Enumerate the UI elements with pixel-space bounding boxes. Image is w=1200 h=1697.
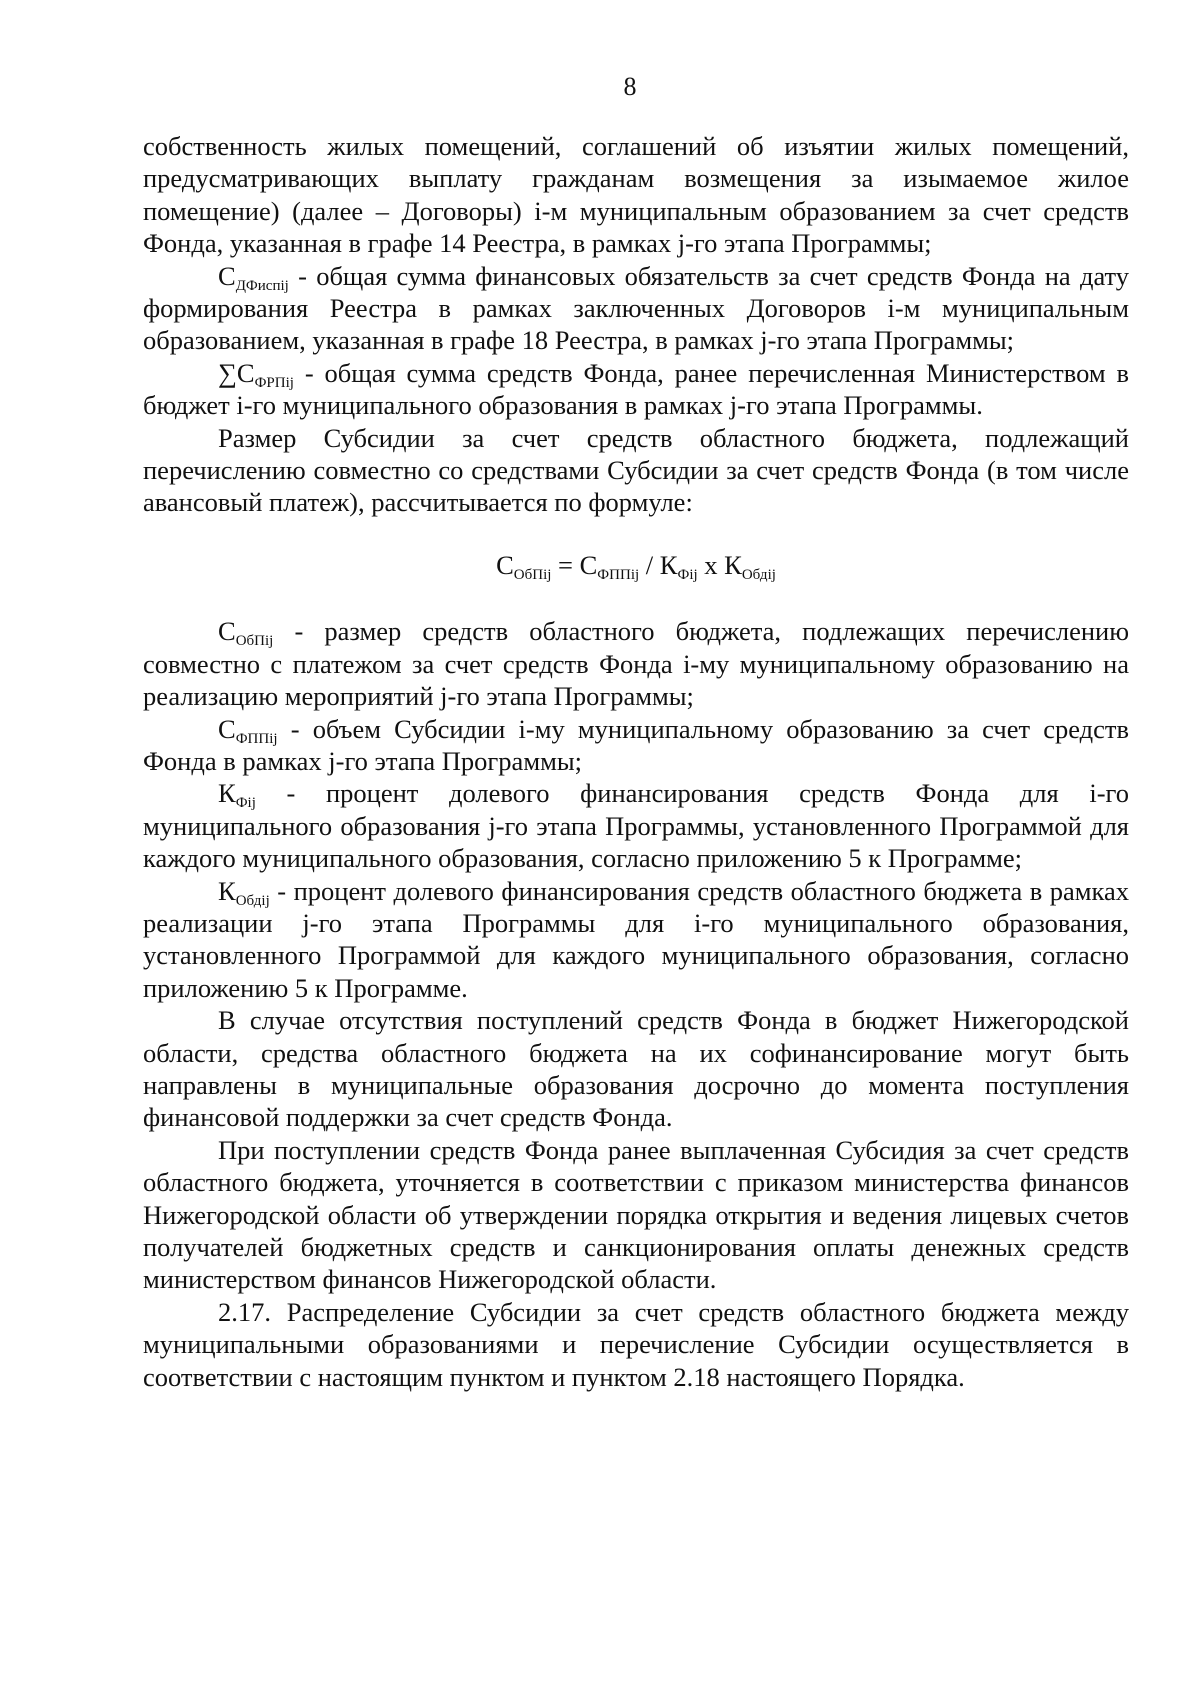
page-number: 8 [623, 72, 637, 101]
definition-k-obd [143, 875, 1129, 1005]
definition-text: - процент долевого финансирования средств областного бюджета в рамках реализации j-го этапа Программы для i-го муниципального образования, установленного Программой для каждого муниципального образования, согласно приложению 5 к Программе. [143, 875, 1129, 1003]
symbol-c-obp: $С_{ОбПij}$ [218, 616, 274, 650]
definition-text: - общая сумма финансовых обязательств за счет средств Фонда на дату формирования Реестра в рамках заключенных Договоров i-м муниципальным образованием, указанная в графе 18 Реестра, в рамках j-го этапа Программы; [143, 260, 1130, 356]
symbol-k-obd: $К_{Обдij}$ [218, 875, 270, 909]
paragraph-absence-of-funds: В случае отсутствия поступлений средств Фонда в бюджет Нижегородской области, средства областного бюджета на их софинансирование могут быть направлены в муниципальные образования досрочно до момента поступления финансовой поддержки за счет средств Фонда. [143, 1005, 1129, 1133]
definition-text: - объем Субсидии i-му муниципальному образованию за счет средств Фонда в рамках j-го этапа Программы; [143, 713, 1130, 776]
symbol-c-dfisp: $С_{ДФиспij}$ [218, 260, 289, 294]
symbol-sum-c-frp: $\sum С_{ФРПij}$ [218, 357, 294, 391]
definition-sum-c-frp [143, 357, 1129, 422]
definition-text: - общая сумма средств Фонда, ранее перечисленная Министерством в бюджет i-го муниципального образования в рамках j-го этапа Программы. [143, 357, 1129, 421]
formula: $С_{ОбПij} = С_{ФППij} / К_{Фij}$ х $К_{Обдij}$ [496, 549, 776, 583]
definition-k-f [143, 777, 1129, 874]
definition-c-fpp [143, 713, 1129, 778]
paragraph-2-17: 2.17. Распределение Субсидии за счет средств областного бюджета между муниципальными образованиями и перечисление Субсидии осуществляется в соответствии с настоящим пунктом и пунктом 2.18 настоящего Порядка. [143, 1296, 1129, 1392]
symbol-k-f: $К_{Фij}$ [218, 778, 256, 812]
paragraph-intro: собственность жилых помещений, соглашений об изъятии жилых помещений, предусматривающих выплату гражданам возмещения за изымаемое жилое помещение) (далее – Договоры) i-м муниципальным образованием за счет средств Фонда, указанная в графе 14 Реестра, в рамках j-го этапа Программы; [143, 131, 1129, 259]
definition-text: - размер средств областного бюджета, подлежащих перечислению совместно с платежом за счет средств Фонда i-му муниципальному образованию на реализацию мероприятий j-го этапа Программы; [143, 616, 1129, 712]
definition-text: - процент долевого финансирования средств Фонда для i-го муниципального образования j-го этапа Программы, установленного Программой для каждого муниципального образования, согласно приложению 5 к Программе; [143, 778, 1129, 874]
symbol-c-fpp: $С_{ФППij}$ [218, 713, 278, 747]
document-body [143, 130, 1129, 1393]
definition-c-dfisp [143, 260, 1129, 357]
paragraph-subsidy-size: Размер Субсидии за счет средств областного бюджета, подлежащий перечислению совместно со средствами Субсидии за счет средств Фонда (в том числе авансовый платеж), рассчитывается по формуле: [143, 422, 1129, 518]
definition-c-obp [143, 615, 1129, 712]
paragraph-receipt-of-funds: При поступлении средств Фонда ранее выплаченная Субсидия за счет средств областного бюджета, уточняется в соответствии с приказом министерства финансов Нижегородской области об утверждении порядка открытия и ведения лицевых счетов получателей бюджетных средств и санкционирования оплаты денежных средств министерством финансов Нижегородской области. [143, 1134, 1129, 1295]
